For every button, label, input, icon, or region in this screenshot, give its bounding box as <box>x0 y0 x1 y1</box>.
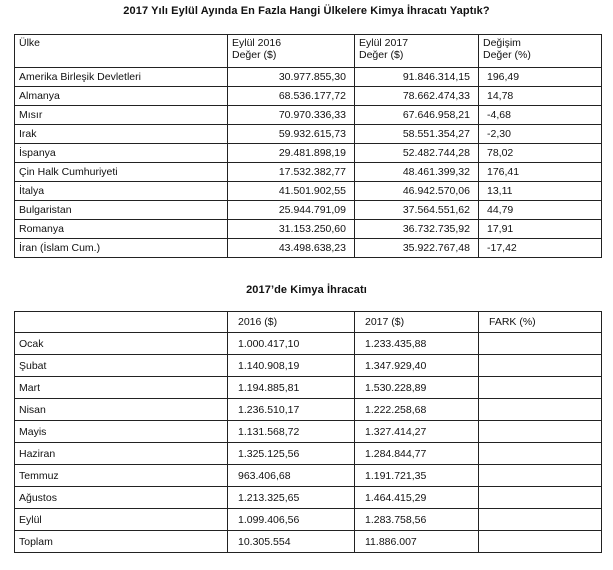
value-2017-cell: 46.942.570,06 <box>355 182 479 201</box>
value-2017-cell: 91.846.314,15 <box>355 68 479 87</box>
value-2017-cell: 35.922.767,48 <box>355 239 479 258</box>
month-cell: Ocak <box>15 333 228 355</box>
value-2017-cell: 37.564.551,62 <box>355 201 479 220</box>
value-2016-cell: 10.305.554 <box>228 531 355 553</box>
value-2017-cell: 1.327.414,27 <box>355 421 479 443</box>
table1-title: 2017 Yılı Eylül Ayında En Fazla Hangi Ülkelere Kimya İhracatı Yaptık? <box>123 5 490 17</box>
diff-cell <box>479 465 602 487</box>
table-row <box>15 487 602 509</box>
diff-cell <box>479 355 602 377</box>
value-2017-cell: 48.461.399,32 <box>355 163 479 182</box>
change-cell: 44,79 <box>479 201 602 220</box>
header-2016: 2016 ($) <box>228 312 355 333</box>
table-row <box>15 421 602 443</box>
value-2016-cell: 30.977.855,30 <box>228 68 355 87</box>
month-cell: Temmuz <box>15 465 228 487</box>
value-2016-cell: 1.236.510,17 <box>228 399 355 421</box>
header-2017: 2017 ($) <box>355 312 479 333</box>
value-2017-cell: 36.732.735,92 <box>355 220 479 239</box>
value-2017-cell: 67.646.958,21 <box>355 106 479 125</box>
value-2017-cell: 1.191.721,35 <box>355 465 479 487</box>
value-2017-cell: 1.464.415,29 <box>355 487 479 509</box>
table-row <box>15 377 602 399</box>
value-2017-cell: 58.551.354,27 <box>355 125 479 144</box>
value-2016-cell: 1.194.885,81 <box>228 377 355 399</box>
value-2017-cell: 1.283.758,56 <box>355 509 479 531</box>
change-cell: -17,42 <box>479 239 602 258</box>
value-2016-cell: 70.970.336,33 <box>228 106 355 125</box>
header-sep2017: Eylül 2017 Değer ($) <box>355 35 479 68</box>
monthly-export-table <box>14 311 602 553</box>
header-change: Değişim Değer (%) <box>479 35 602 68</box>
header-diff: FARK (%) <box>479 312 602 333</box>
change-cell: -2,30 <box>479 125 602 144</box>
diff-cell <box>479 487 602 509</box>
table-row <box>15 182 602 201</box>
month-cell: Ağustos <box>15 487 228 509</box>
table-row <box>15 220 602 239</box>
month-cell: Eylül <box>15 509 228 531</box>
value-2016-cell: 17.532.382,77 <box>228 163 355 182</box>
diff-cell <box>479 377 602 399</box>
table2-title: 2017’de Kimya İhracatı <box>246 284 367 296</box>
month-cell: Nisan <box>15 399 228 421</box>
country-export-table <box>14 34 602 258</box>
change-cell: 196,49 <box>479 68 602 87</box>
value-2017-cell: 1.530.228,89 <box>355 377 479 399</box>
table-row <box>15 443 602 465</box>
table-row <box>15 87 602 106</box>
change-cell: 14,78 <box>479 87 602 106</box>
country-cell: İspanya <box>15 144 228 163</box>
header-month <box>15 312 228 333</box>
value-2017-cell: 1.233.435,88 <box>355 333 479 355</box>
diff-cell <box>479 399 602 421</box>
diff-cell <box>479 443 602 465</box>
country-cell: Almanya <box>15 87 228 106</box>
country-cell: Bulgaristan <box>15 201 228 220</box>
month-cell: Mart <box>15 377 228 399</box>
value-2017-cell: 78.662.474,33 <box>355 87 479 106</box>
change-cell: 176,41 <box>479 163 602 182</box>
value-2016-cell: 1.325.125,56 <box>228 443 355 465</box>
value-2016-cell: 41.501.902,55 <box>228 182 355 201</box>
month-cell: Toplam <box>15 531 228 553</box>
value-2016-cell: 25.944.791,09 <box>228 201 355 220</box>
country-cell: Mısır <box>15 106 228 125</box>
country-cell: Çin Halk Cumhuriyeti <box>15 163 228 182</box>
header-country: Ülke <box>15 35 228 68</box>
value-2016-cell: 1.213.325,65 <box>228 487 355 509</box>
value-2016-cell: 29.481.898,19 <box>228 144 355 163</box>
table-row <box>15 201 602 220</box>
table-header-row <box>15 35 602 68</box>
month-cell: Mayis <box>15 421 228 443</box>
value-2017-cell: 1.222.258,68 <box>355 399 479 421</box>
value-2017-cell: 52.482.744,28 <box>355 144 479 163</box>
table-row <box>15 125 602 144</box>
value-2017-cell: 11.886.007 <box>355 531 479 553</box>
value-2016-cell: 1.131.568,72 <box>228 421 355 443</box>
diff-cell <box>479 421 602 443</box>
table-row <box>15 144 602 163</box>
header-sep2016: Eylül 2016 Değer ($) <box>228 35 355 68</box>
table-row <box>15 163 602 182</box>
table-row <box>15 465 602 487</box>
diff-cell <box>479 509 602 531</box>
value-2017-cell: 1.347.929,40 <box>355 355 479 377</box>
diff-cell <box>479 333 602 355</box>
value-2016-cell: 59.932.615,73 <box>228 125 355 144</box>
table-row <box>15 333 602 355</box>
value-2016-cell: 43.498.638,23 <box>228 239 355 258</box>
value-2016-cell: 1.000.417,10 <box>228 333 355 355</box>
country-cell: Amerika Birleşik Devletleri <box>15 68 228 87</box>
table-row <box>15 239 602 258</box>
change-cell: -4,68 <box>479 106 602 125</box>
change-cell: 78,02 <box>479 144 602 163</box>
value-2017-cell: 1.284.844,77 <box>355 443 479 465</box>
value-2016-cell: 31.153.250,60 <box>228 220 355 239</box>
value-2016-cell: 68.536.177,72 <box>228 87 355 106</box>
country-cell: İtalya <box>15 182 228 201</box>
change-cell: 13,11 <box>479 182 602 201</box>
table-header-row <box>15 312 602 333</box>
table-row <box>15 399 602 421</box>
diff-cell <box>479 531 602 553</box>
country-cell: Irak <box>15 125 228 144</box>
table-row <box>15 531 602 553</box>
month-cell: Haziran <box>15 443 228 465</box>
change-cell: 17,91 <box>479 220 602 239</box>
country-cell: İran (İslam Cum.) <box>15 239 228 258</box>
country-cell: Romanya <box>15 220 228 239</box>
value-2016-cell: 1.140.908,19 <box>228 355 355 377</box>
value-2016-cell: 963.406,68 <box>228 465 355 487</box>
table-row <box>15 509 602 531</box>
value-2016-cell: 1.099.406,56 <box>228 509 355 531</box>
month-cell: Şubat <box>15 355 228 377</box>
table-row <box>15 355 602 377</box>
table-row <box>15 106 602 125</box>
table-row <box>15 68 602 87</box>
